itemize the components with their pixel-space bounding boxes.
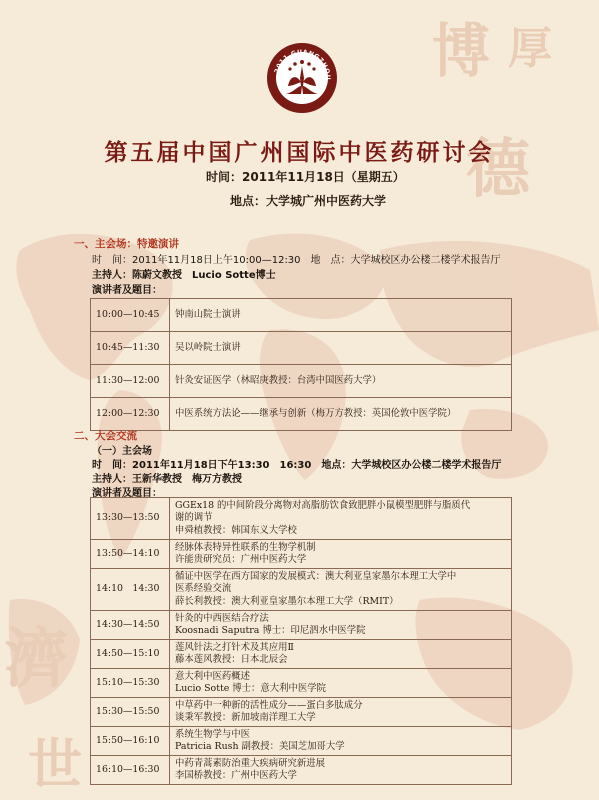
row-time: 12:00—12:30 [91,398,170,431]
row-topic: 钟南山院士演讲 [170,299,512,332]
row-time: 15:50—16:10 [91,727,170,756]
row-topic: GGEx18 的中间阶段分离物对高脂肪饮食致肥胖小鼠模型肥胖与脂质代 谢的调节 申舜植教授：韩国东义大学校 [170,498,512,540]
session2-host: 主持人：王新华教授 梅万方教授 [92,474,242,485]
session1-host: 主持人：陈蔚文教授 Lucio Sotte博士 [92,270,276,281]
calligraphy-de: 德 [466,132,530,207]
calligraphy-shi: 世 [28,732,82,796]
calligraphy-bo: 博 [432,17,491,85]
table-row [91,540,512,569]
table-row [91,669,512,698]
row-topic: 中草药中一种新的活性成分——蛋白多肽成分 谈秉军教授：新加坡南洋理工大学 [170,698,512,727]
row-topic: 意大利中医药概述 Lucio Sotte 博士：意大利中医学院 [170,669,512,698]
row-time: 14:30—14:50 [91,611,170,640]
row-topic: 中药青蒿素防治重大疾病研究新进展 李国桥教授：广州中医药大学 [170,756,512,785]
event-time: 时间：2011年11月18日（星期五） [206,170,405,184]
conference-logo [266,42,338,114]
event-place: 地点：大学城广州中医药大学 [230,194,387,208]
session2-subheading: （一）主会场 [92,446,152,457]
table-row [91,332,512,365]
table-row [91,498,512,540]
row-time: 11:30—12:00 [91,365,170,398]
page-title: 第五届中国广州国际中医药研讨会 [104,140,495,166]
session2-heading: 二、大会交流 [74,430,137,442]
row-topic: 莲风针法之打针术及其应用Ⅱ 藤本莲风教授：日本北辰会 [170,640,512,669]
row-topic: 循证中医学在西方国家的发展模式：澳大利亚皇家墨尔本理工大学中 医系经验交流 薛长利教授：澳大利亚皇家墨尔本理工大学（RMIT） [170,569,512,611]
table-row [91,569,512,611]
row-topic: 系统生物学与中医 Patricia Rush 副教授：美国芝加哥大学 [170,727,512,756]
row-time: 14:10 14:30 [91,569,170,611]
row-time: 13:30—13:50 [91,498,170,540]
table-row [91,365,512,398]
session1-schedule-table [90,298,512,431]
row-time: 14:50—15:10 [91,640,170,669]
row-time: 10:00—10:45 [91,299,170,332]
logo-ring-text: 2011 GUANGZHOU [273,48,332,81]
table-row [91,756,512,785]
table-row [91,640,512,669]
row-time: 13:50—14:10 [91,540,170,569]
row-topic: 针灸的中西医结合疗法 Koosnadi Saputra 博士：印尼泗水中医学院 [170,611,512,640]
row-time: 15:10—15:30 [91,669,170,698]
row-time: 16:10—16:30 [91,756,170,785]
session1-time-place: 时 间：2011年11月18日上午10:00—12:30 地 点：大学城校区办公楼二楼学术报告厅 [92,255,501,266]
calligraphy-ji: 濟 [4,622,68,697]
row-topic: 中医系统方法论——继承与创新（梅万方教授：英国伦敦中医学院） [170,398,512,431]
table-row [91,611,512,640]
row-time: 10:45—11:30 [91,332,170,365]
session2-speakers-label: 演讲者及题目： [92,488,162,499]
row-topic: 吴以岭院士演讲 [170,332,512,365]
row-topic: 针灸安证医学（林昭庚教授：台湾中国医药大学） [170,365,512,398]
session1-heading: 一、主会场：特邀演讲 [74,238,179,250]
session1-speakers-label: 演讲者及题目： [92,285,162,296]
session2-time-place: 时 间：2011年11月18日下午13:30 16:30 地点：大学城校区办公楼二楼学术报告厅 [92,460,502,471]
row-topic: 经脉体表特异性联系的生物学机制 许能贵研究员：广州中医药大学 [170,540,512,569]
table-row [91,698,512,727]
table-row [91,727,512,756]
table-row [91,398,512,431]
table-row [91,299,512,332]
session2-schedule-table [90,497,512,785]
calligraphy-hou: 厚 [508,23,552,74]
row-time: 15:30—15:50 [91,698,170,727]
